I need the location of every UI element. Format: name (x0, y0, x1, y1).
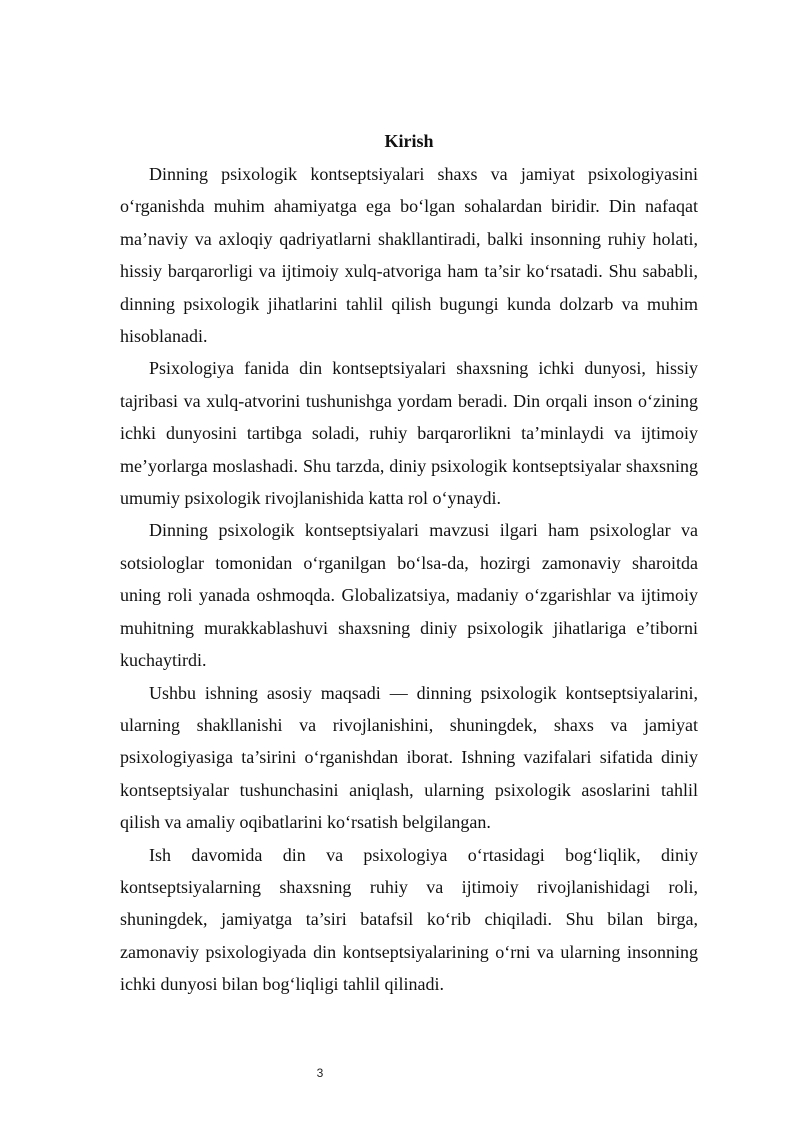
page-content (120, 128, 698, 1001)
section-title: Kirish (384, 131, 434, 151)
paragraph-1: Dinning psixologik kontseptsiyalari shaxs va jamiyat psixologiyasini o‘rganishda muhim ahamiyatga ega bo‘lgan sohalardan biridir. Din nafaqat ma’naviy va axloqiy qadriyatlarni shakllantiradi, balki insonning ruhiy holati, hissiy barqarorligi va ijtimoiy xulq-atvoriga ham ta’sir ko‘rsatadi. Shu sababli, dinning psixologik jihatlarini tahlil qilish bugungi kunda dolzarb va muhim hisoblanadi. (120, 164, 698, 347)
paragraph-2: Psixologiya fanida din kontseptsiyalari shaxsning ichki dunyosi, hissiy tajribasi va xulq-atvorini tushunishga yordam beradi. Din orqali inson o‘zining ichki dunyosini tartibga soladi, ruhiy barqarorlikni ta’minlaydi va ijtimoiy me’yorlarga moslashadi. Shu tarzda, diniy psixologik kontseptsiyalar shaxsning umumiy psixologik rivojlanishida katta rol o‘ynaydi. (120, 358, 698, 509)
paragraph-5: Ish davomida din va psixologiya o‘rtasidagi bog‘liqlik, diniy kontseptsiyalarning shaxsning ruhiy va ijtimoiy rivojlanishidagi roli, shuningdek, jamiyatga ta’siri batafsil ko‘rib chiqiladi. Shu bilan birga, zamonaviy psixologiyada din kontseptsiyalarining o‘rni va ularning insonning ichki dunyosi bilan bog‘liqligi tahlil qilinadi. (120, 844, 698, 995)
paragraph-4: Ushbu ishning asosiy maqsadi — dinning psixologik kontseptsiyalarini, ularning shakllanishi va rivojlanishini, shuningdek, shaxs va jamiyat psixologiyasiga ta’sirini o‘rganishdan iborat. Ishning vazifalari sifatida diniy kontseptsiyalar tushunchasini aniqlash, ularning psixologik asoslarini tahlil qilish va amaliy oqibatlarini ko‘rsatish belgilangan. (120, 682, 698, 833)
paragraph-3: Dinning psixologik kontseptsiyalari mavzusi ilgari ham psixologlar va sotsiologlar tomonidan o‘rganilgan bo‘lsa-da, hozirgi zamonaviy sharoitda uning roli yanada oshmoqda. Globalizatsiya, madaniy o‘zgarishlar va ijtimoiy muhitning murakkablashuvi shaxsning diniy psixologik jihatlariga e’tiborni kuchaytirdi. (120, 520, 698, 671)
page-number: 3 (316, 1066, 324, 1080)
